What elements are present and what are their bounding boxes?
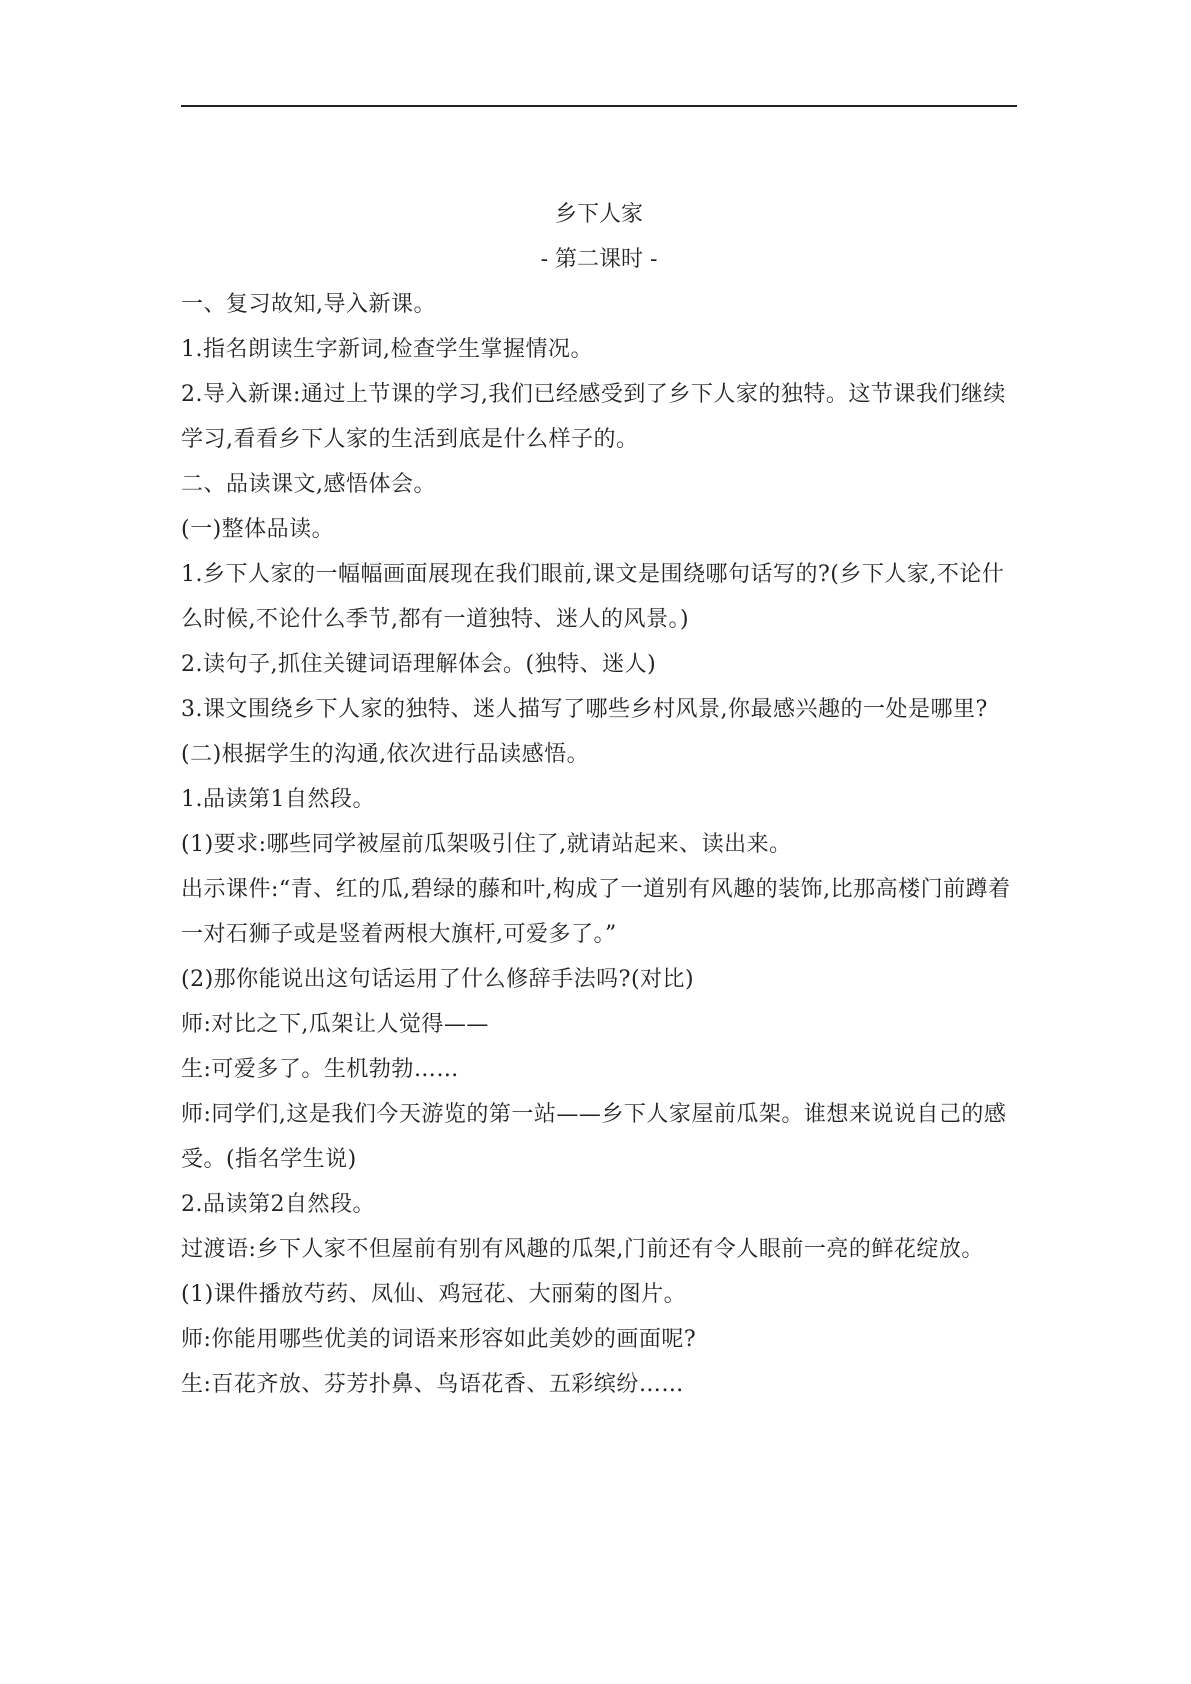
paragraph: 1.指名朗读生字新词,检查学生掌握情况。 [181,337,593,362]
subsection-heading: (二)根据学生的沟通,依次进行品读感悟。 [181,742,590,767]
paragraph: 过渡语:乡下人家不但屋前有别有风趣的瓜架,门前还有令人眼前一亮的鲜花绽放。 [181,1237,984,1262]
dialogue-line: 生:可爱多了。生机勃勃…… [181,1057,459,1082]
paragraph: 2.读句子,抓住关键词语理解体会。(独特、迷人) [181,652,657,677]
document-body [181,192,1017,1407]
dialogue-line: 师:对比之下,瓜架让人觉得—— [181,1012,489,1037]
header-rule [181,105,1017,107]
paragraph: (1)要求:哪些同学被屋前瓜架吸引住了,就请站起来、读出来。 [181,832,792,857]
paragraph: 1.品读第1自然段。 [181,787,375,812]
paragraph: 2.导入新课:通过上节课的学习,我们已经感受到了乡下人家的独特。这节课我们继续学习,看看乡下人家的生活到底是什么样子的。 [181,382,1006,452]
document-title: 乡下人家 [554,202,643,227]
section-heading-review: 一、复习故知,导入新课。 [181,292,436,317]
dialogue-line: 生:百花齐放、芬芳扑鼻、鸟语花香、五彩缤纷…… [181,1372,684,1397]
paragraph: 3.课文围绕乡下人家的独特、迷人描写了哪些乡村风景,你最感兴趣的一处是哪里? [181,697,988,722]
paragraph: 1.乡下人家的一幅幅画面展现在我们眼前,课文是围绕哪句话写的?(乡下人家,不论什么时候,不论什么季节,都有一道独特、迷人的风景。) [181,562,1005,632]
paragraph: (2)那你能说出这句话运用了什么修辞手法吗?(对比) [181,967,695,992]
paragraph: (1)课件播放芍药、凤仙、鸡冠花、大丽菊的图片。 [181,1282,687,1307]
document-subtitle: - 第二课时 - [540,247,658,272]
paragraph: 2.品读第2自然段。 [181,1192,375,1217]
subsection-heading: (一)整体品读。 [181,517,335,542]
paragraph: 出示课件:“青、红的瓜,碧绿的藤和叶,构成了一道别有风趣的装饰,比那高楼门前蹲着一对石狮子或是竖着两根大旗杆,可爱多了。” [181,877,1011,947]
section-heading-reading: 二、品读课文,感悟体会。 [181,472,436,497]
dialogue-line: 师:同学们,这是我们今天游览的第一站——乡下人家屋前瓜架。谁想来说说自己的感受。(指名学生说) [181,1102,1007,1172]
dialogue-line: 师:你能用哪些优美的词语来形容如此美妙的画面呢? [181,1327,697,1352]
